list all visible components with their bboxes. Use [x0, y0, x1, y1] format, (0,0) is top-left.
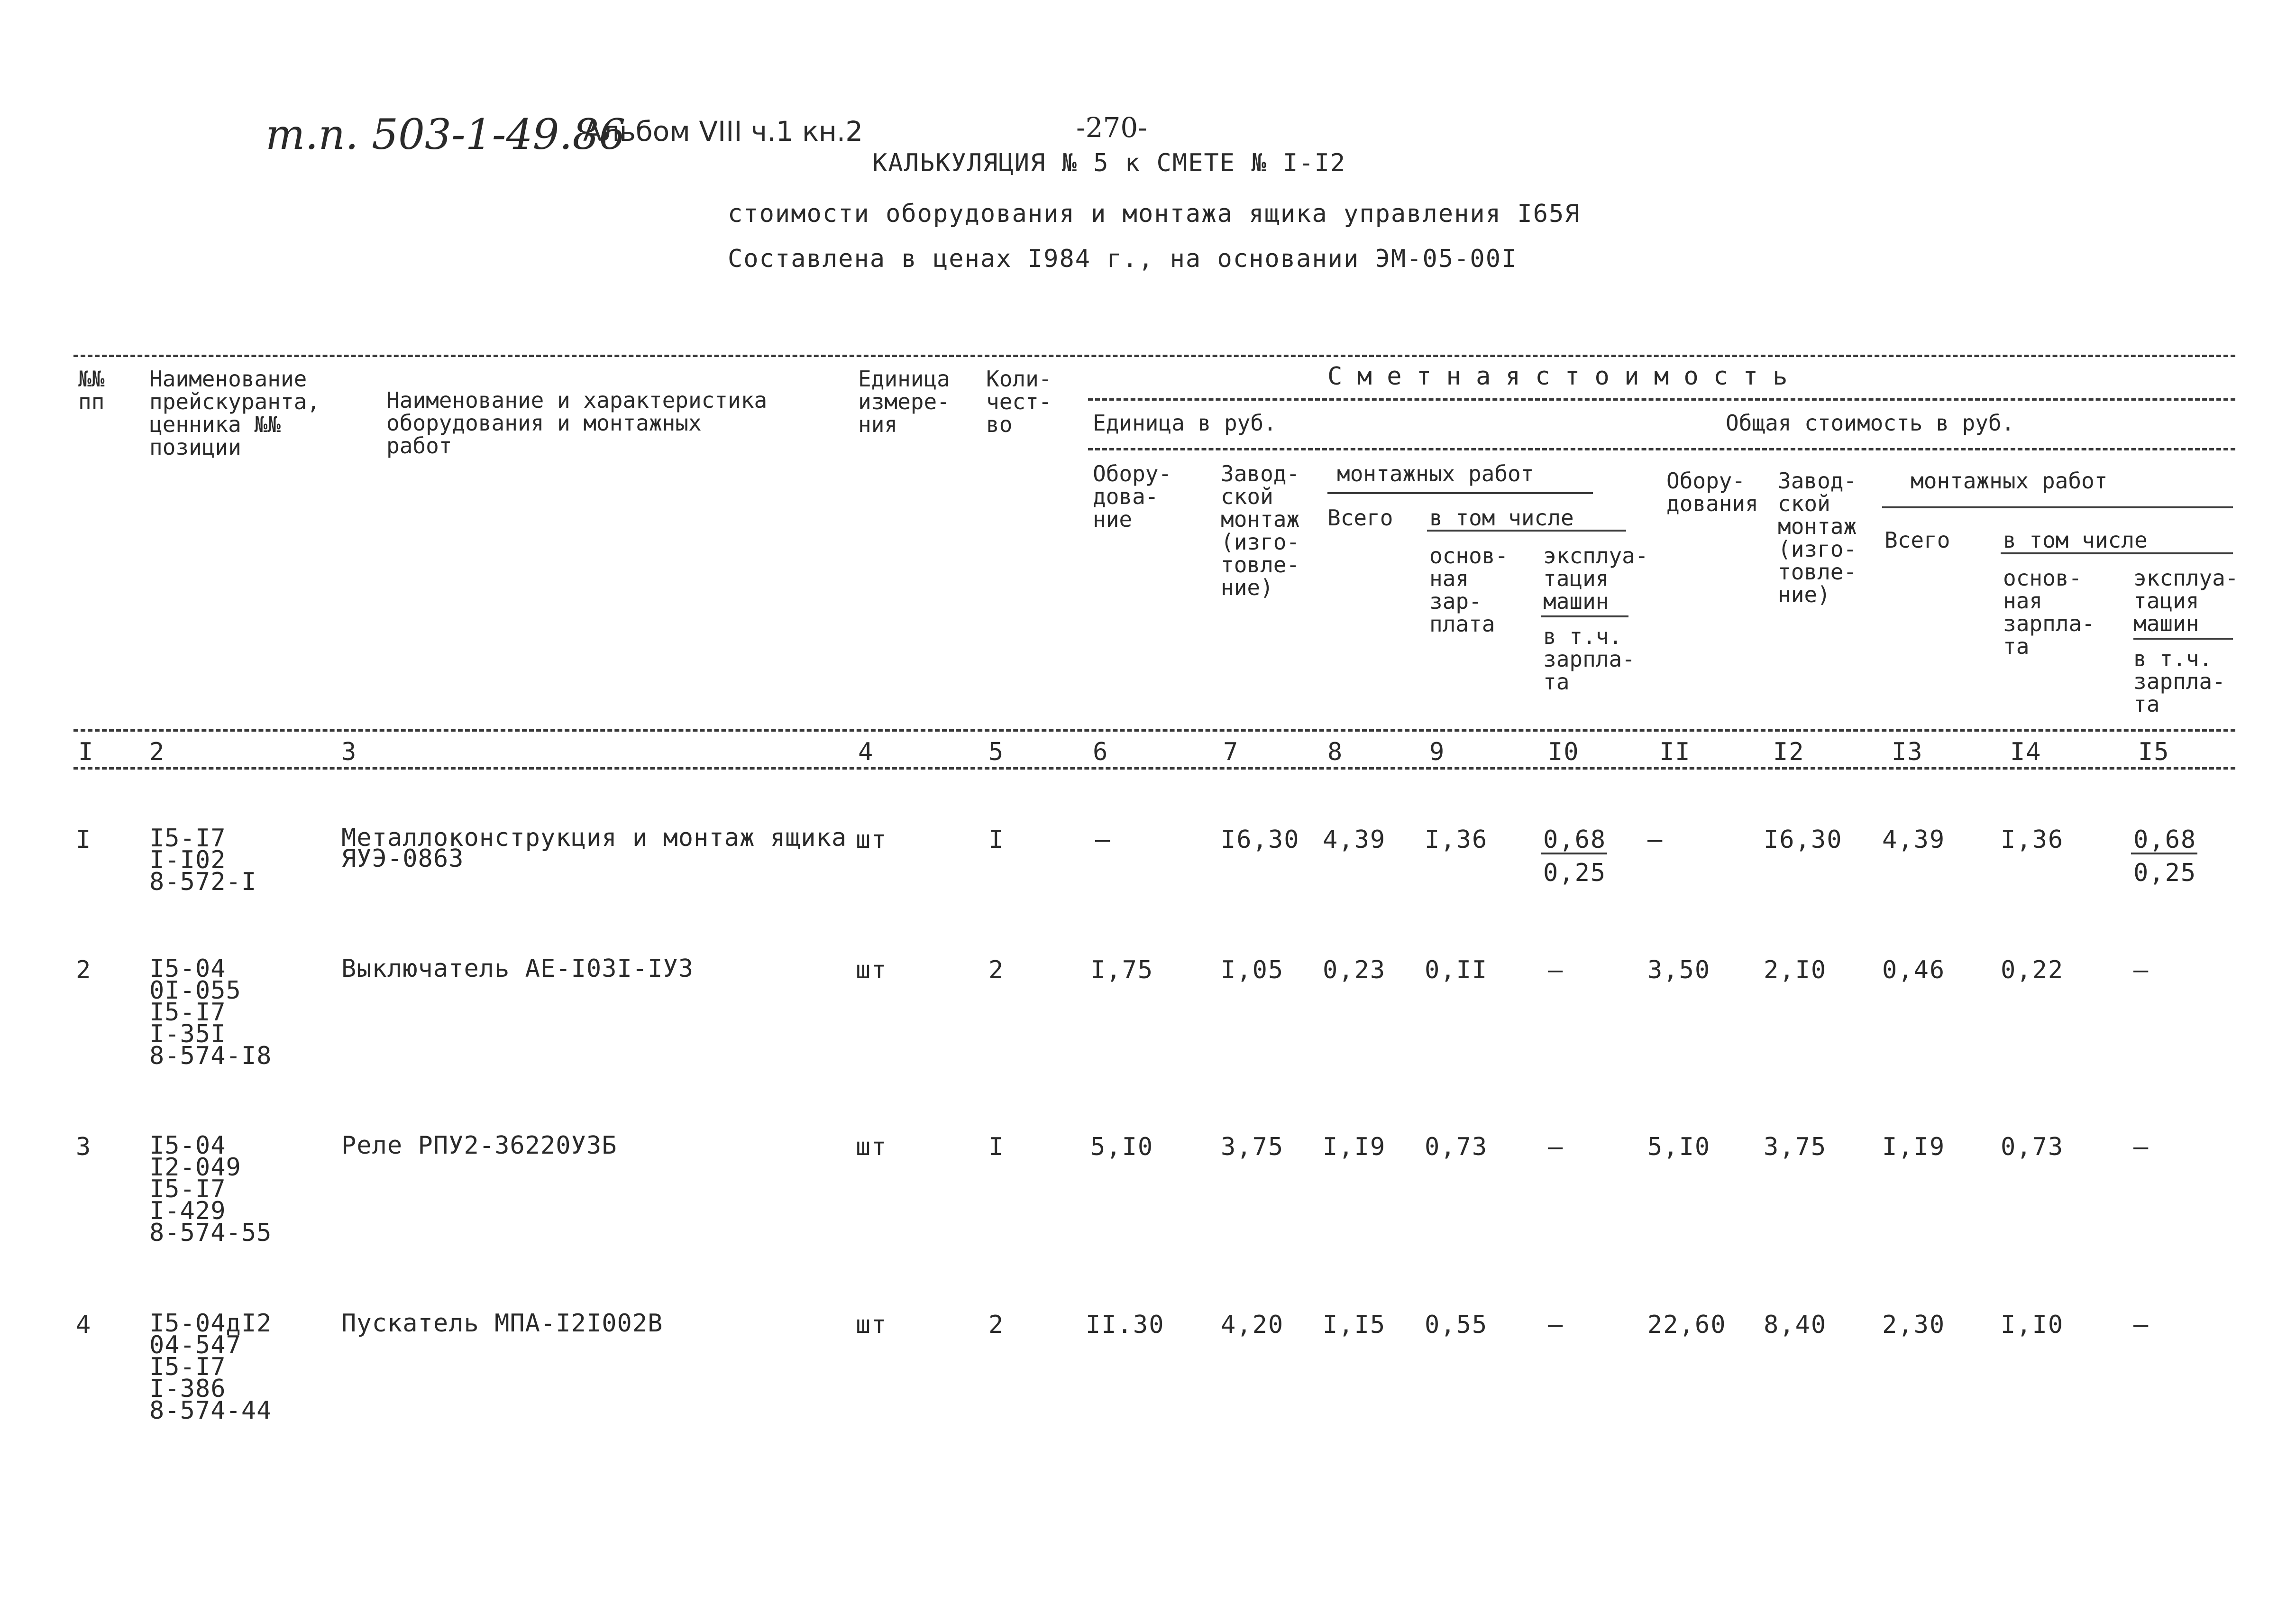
row1-c15-bottom: 0,25 — [2133, 859, 2197, 887]
row2-code: I5-04 0I-055 I5-I7 I-35I 8-574-I8 — [149, 954, 272, 1070]
row1-code: I5-I7 I-I02 8-572-I — [149, 824, 257, 896]
colnum-14: I4 — [2010, 738, 2042, 766]
row2-unit: шт — [856, 956, 887, 984]
row3-c15: – — [2133, 1133, 2150, 1161]
row4-qty: 2 — [988, 1311, 1005, 1339]
row2-no: 2 — [76, 956, 92, 984]
row4-no: 4 — [76, 1311, 92, 1339]
machines-rule-total — [2133, 638, 2233, 640]
header-u-including: в том числе — [1429, 505, 1574, 531]
row3-c6: 5,I0 — [1090, 1133, 1154, 1161]
document-basis: Составлена в ценах I984 г., на основании ЭМ-05-00I — [728, 245, 1518, 273]
header-unit-group: Единица в руб. — [1093, 410, 1277, 436]
row1-c9: I,36 — [1425, 826, 1488, 854]
colnum-6: 6 — [1093, 738, 1109, 766]
header-qty: Коли- чест- во — [986, 366, 1052, 437]
row4-c6: II.30 — [1086, 1311, 1165, 1339]
header-u-machines: эксплуа- тация машин — [1543, 543, 1648, 614]
header-t-basic-wage: основ- ная зарпла- та — [2003, 565, 2095, 659]
row4-c15: – — [2133, 1311, 2150, 1339]
row4-c11: 22,60 — [1647, 1311, 1727, 1339]
colnum-7: 7 — [1223, 738, 1239, 766]
header-u-basic-wage: основ- ная зар- плата — [1429, 543, 1509, 637]
row2-c11: 3,50 — [1647, 956, 1711, 984]
row4-c7: 4,20 — [1221, 1311, 1284, 1339]
row4-c13: 2,30 — [1882, 1311, 1946, 1339]
row1-c15-top: 0,68 — [2133, 826, 2197, 854]
row1-c10-top: 0,68 — [1543, 826, 1607, 854]
row4-unit: шт — [856, 1311, 887, 1339]
colnum-1: I — [78, 738, 94, 766]
row2-c6: I,75 — [1090, 956, 1154, 984]
install-rule-total — [1882, 506, 2233, 508]
header-t-factory: Завод- ской монтаж (изго- товле- ние) — [1778, 468, 1857, 607]
row1-qty: I — [988, 826, 1005, 854]
table-top-rule — [73, 355, 2235, 357]
row1-unit: шт — [856, 826, 887, 854]
row1-c13: 4,39 — [1882, 826, 1946, 854]
row4-code: I5-04дI2 04-547 I5-I7 I-386 8-574-44 — [149, 1309, 272, 1425]
row1-c15-fraction-line — [2131, 853, 2197, 854]
row2-qty: 2 — [988, 956, 1005, 984]
row2-c12: 2,I0 — [1764, 956, 1827, 984]
header-u-equipment: Обору- дова- ние — [1093, 461, 1172, 532]
row1-no: I — [76, 826, 92, 854]
album-label: Альбом VIII ч.1 кн.2 — [583, 115, 863, 147]
unit-total-rule — [1088, 448, 2235, 450]
row3-unit: шт — [856, 1133, 887, 1161]
colnum-12: I2 — [1773, 738, 1805, 766]
row1-c11: – — [1647, 826, 1664, 854]
header-t-equipment: Обору- дования — [1666, 468, 1758, 516]
colnum-3: 3 — [341, 738, 357, 766]
header-u-total: Всего — [1327, 505, 1393, 531]
colnum-11: II — [1659, 738, 1691, 766]
row2-c14: 0,22 — [2001, 956, 2064, 984]
row2-name: Выключатель АЕ-I03I-IУЗ — [341, 954, 694, 983]
estimate-group-rule — [1088, 398, 2235, 401]
row3-c12: 3,75 — [1764, 1133, 1827, 1161]
row2-c13: 0,46 — [1882, 956, 1946, 984]
row3-c8: I,I9 — [1323, 1133, 1386, 1161]
row1-c6: – — [1095, 826, 1111, 854]
row3-c10: – — [1548, 1133, 1564, 1161]
row3-name: Реле РПУ2-36220У3Б — [341, 1131, 617, 1160]
header-t-machines: эксплуа- тация машин — [2133, 565, 2239, 636]
colnum-9: 9 — [1429, 738, 1445, 766]
document-subtitle: стоимости оборудования и монтажа ящика управления I65Я — [728, 200, 1581, 228]
header-u-install: монтажных работ — [1337, 461, 1534, 486]
colnum-13: I3 — [1892, 738, 1923, 766]
header-t-total: Всего — [1884, 527, 1950, 553]
row2-c10: – — [1548, 956, 1564, 984]
row3-qty: I — [988, 1133, 1005, 1161]
project-ref: т.п. 503-1-49.86 — [265, 110, 626, 159]
colnum-15: I5 — [2138, 738, 2170, 766]
header-t-machines-wage: в т.ч. зарпла- та — [2133, 646, 2225, 717]
row1-c7: I6,30 — [1221, 826, 1300, 854]
header-unit: Единица измере- ния — [858, 366, 950, 437]
row1-c8: 4,39 — [1323, 826, 1386, 854]
row4-c12: 8,40 — [1764, 1311, 1827, 1339]
row4-c10: – — [1548, 1311, 1564, 1339]
colnum-2: 2 — [149, 738, 165, 766]
row3-c14: 0,73 — [2001, 1133, 2064, 1161]
row1-c12: I6,30 — [1764, 826, 1843, 854]
row3-c11: 5,I0 — [1647, 1133, 1711, 1161]
column-number-rule — [73, 767, 2235, 770]
header-t-install: монтажных работ — [1911, 468, 2108, 494]
machines-rule-unit — [1541, 615, 1628, 617]
row4-c9: 0,55 — [1425, 1311, 1488, 1339]
row1-c14: I,36 — [2001, 826, 2064, 854]
install-rule-unit — [1327, 492, 1593, 494]
row1-name: Металлоконструкция и монтаж ящика ЯУЭ-0863 — [341, 824, 847, 873]
row2-c7: I,05 — [1221, 956, 1284, 984]
document-title: КАЛЬКУЛЯЦИЯ № 5 к СМЕТЕ № I-I2 — [872, 149, 1346, 177]
header-t-including: в том числе — [2003, 527, 2148, 553]
colnum-4: 4 — [858, 738, 874, 766]
row4-c14: I,I0 — [2001, 1311, 2064, 1339]
row3-no: 3 — [76, 1133, 92, 1161]
colnum-10: I0 — [1548, 738, 1580, 766]
header-u-machines-wage: в т.ч. зарпла- та — [1543, 624, 1635, 695]
row2-c9: 0,II — [1425, 956, 1488, 984]
colnum-5: 5 — [988, 738, 1005, 766]
colnum-8: 8 — [1327, 738, 1344, 766]
row3-c13: I,I9 — [1882, 1133, 1946, 1161]
row3-c7: 3,75 — [1221, 1133, 1284, 1161]
header-name: Наименование и характеристика оборудования и монтажных работ — [386, 387, 768, 459]
row1-c10-bottom: 0,25 — [1543, 859, 1607, 887]
row2-c15: – — [2133, 956, 2150, 984]
header-total-group: Общая стоимость в руб. — [1726, 410, 2015, 436]
row4-name: Пускатель МПА-I2I002В — [341, 1309, 663, 1338]
header-estimate-group: С м е т н а я с т о и м о с т ь — [1327, 362, 1788, 391]
header-u-factory: Завод- ской монтаж (изго- товле- ние) — [1221, 461, 1300, 600]
header-pricelist: Наименование прейскуранта, ценника №№ позиции — [149, 366, 320, 460]
header-bottom-rule — [73, 729, 2235, 732]
row4-c8: I,I5 — [1323, 1311, 1386, 1339]
page-number: -270- — [1076, 111, 1147, 144]
row2-c8: 0,23 — [1323, 956, 1386, 984]
row3-c9: 0,73 — [1425, 1133, 1488, 1161]
row3-code: I5-04 I2-049 I5-I7 I-429 8-574-55 — [149, 1131, 272, 1247]
row1-c10-fraction-line — [1541, 853, 1607, 854]
header-no: №№ пп — [78, 366, 105, 414]
